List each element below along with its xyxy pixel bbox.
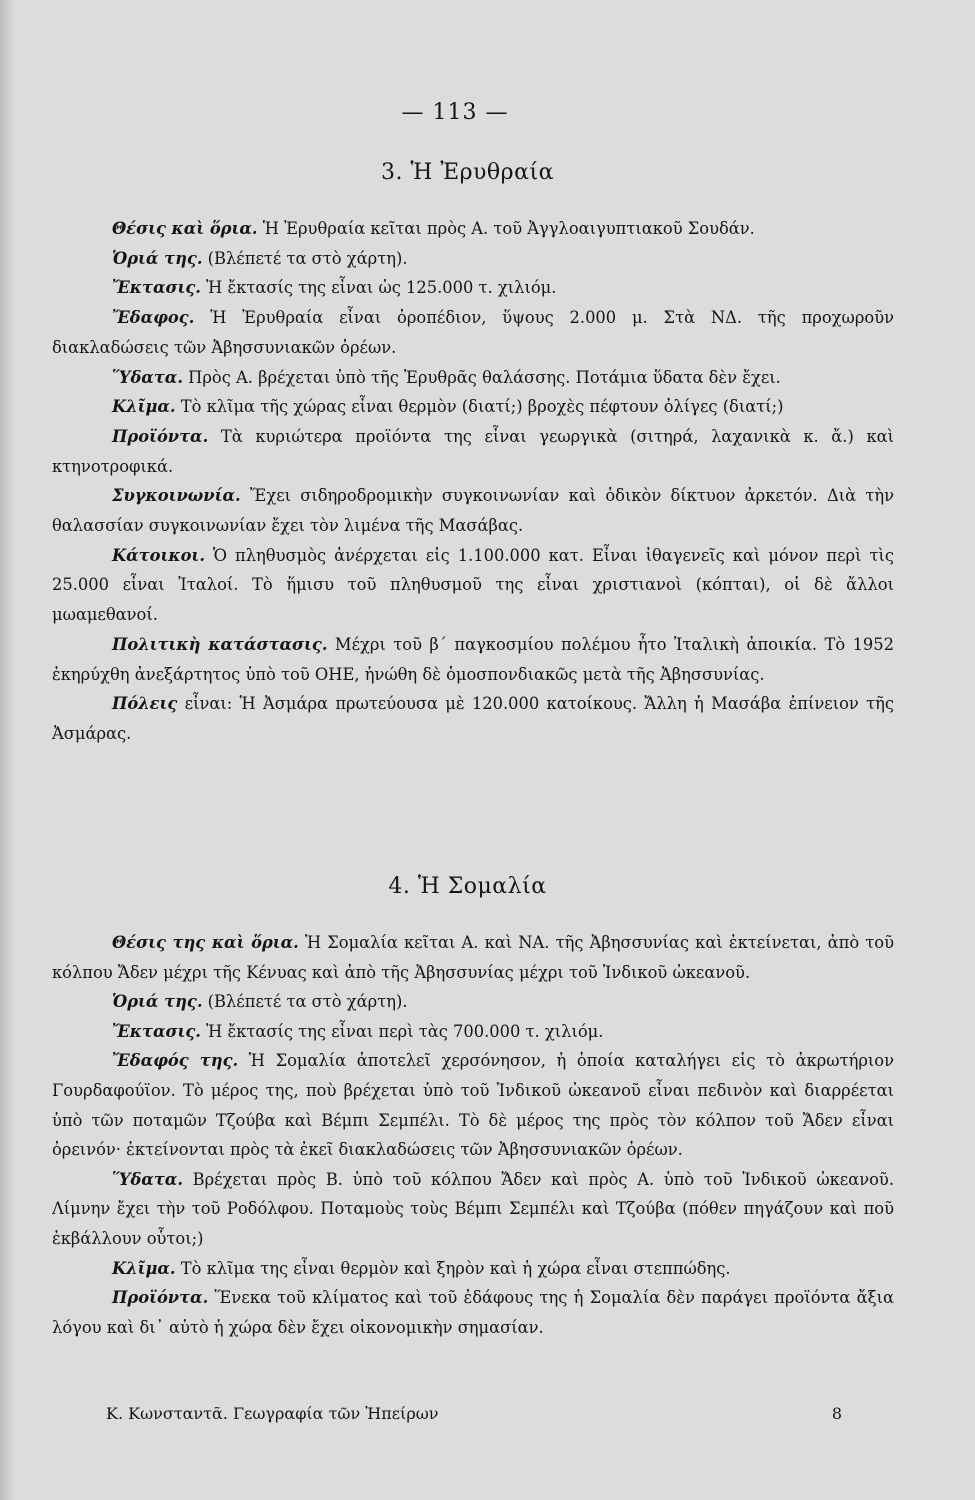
paragraph-term: Κλῖμα. [112, 1258, 176, 1278]
section-heading-eritrea: 3. Ἡ Ἐρυθραία [381, 160, 554, 185]
paragraph-term: Ἔδαφος. [112, 308, 195, 328]
paragraph [52, 303, 894, 362]
paragraph-text: Ἕνεκα τοῦ κλίματος καὶ τοῦ ἐδάφους της ἡ Σομαλία δὲν παράγει προϊόντα ἄξια λόγου καὶ δι᾽ αὐτὸ ἡ χώρα δὲν ἔχει οἰκονομικὴν σημασίαν. [52, 1288, 894, 1337]
paragraph-term: Πολιτικὴ κατάστασις. [112, 634, 328, 654]
paragraph-text: Ἡ ἔκτασίς της εἶναι περὶ τὰς 700.000 τ. χιλιόμ. [200, 1021, 604, 1041]
paragraph-text: Ἡ Σομαλία κεῖται Α. καὶ ΝΑ. τῆς Ἀβησσυνίας καὶ ἐκτείνεται, ἀπὸ τοῦ κόλπου Ἄδεν μέχρι τῆς Κένυας καὶ ἀπὸ τῆς Ἀβησσυνίας μέχρι τοῦ Ἰνδικοῦ ὠκεανοῦ. [52, 933, 894, 982]
paragraph-text: Τὰ κυριώτερα προϊόντα της εἶναι γεωργικὰ (σιτηρά, λαχανικὰ κ. ἄ.) καὶ κτηνοτροφικά. [52, 426, 894, 476]
paragraph-term: Θέσις της καὶ ὅρια. [112, 933, 299, 952]
page-number: — 113 — [401, 100, 509, 125]
page-footer [106, 1404, 842, 1423]
paragraph [52, 273, 894, 303]
paragraph [52, 541, 894, 630]
paragraph-text: Τὸ κλῖμα τῆς χώρας εἶναι θερμὸν (διατί;) βροχὲς πέφτουν ὀλίγες (διατί;) [175, 397, 784, 417]
paragraph [52, 392, 894, 422]
paragraph-term: Συγκοινωνία. [112, 486, 241, 506]
paragraph-text: Ἡ ἔκτασίς της εἶναι ὡς 125.000 τ. χιλιόμ. [200, 278, 557, 298]
paragraph-text: (Βλέπετέ τα στὸ χάρτη). [202, 992, 408, 1012]
paragraph [52, 987, 894, 1017]
paragraph-term: Κλῖμα. [112, 397, 176, 417]
paragraph [52, 1254, 894, 1284]
paragraph [52, 1165, 894, 1254]
paragraph-text: Πρὸς Α. βρέχεται ὑπὸ τῆς Ἐρυθρᾶς θαλάσσης. Ποτάμια ὕδατα δὲν ἔχει. [182, 367, 781, 387]
paragraph-term: Ἔδαφός της. [112, 1051, 239, 1071]
paragraph [52, 928, 894, 987]
paragraph [52, 214, 894, 244]
paragraph [52, 630, 894, 689]
paragraph-text: Ὁ πληθυσμὸς ἀνέρχεται εἰς 1.100.000 κατ. Εἶναι ἰθαγενεῖς καὶ μόνον περὶ τὶς 25.000 εἶναι Ἰταλοί. Τὸ ἥμισυ τοῦ πληθυσμοῦ της εἶναι χριστιανοὶ (κόπται), οἱ δὲ ἄλλοι μωαμεθανοί. [52, 545, 894, 625]
paragraph-term: Ὁριά της. [112, 248, 203, 268]
paragraph-term: Προϊόντα. [112, 1288, 209, 1308]
section-heading-somalia: 4. Ἡ Σομαλία [388, 874, 547, 899]
paragraph [52, 1283, 894, 1342]
paragraph [52, 244, 894, 274]
section-body-somalia [52, 928, 894, 1342]
paragraph-text: Ἡ Ἐρυθραία εἶναι ὀροπέδιον, ὕψους 2.000 μ. Στὰ ΝΔ. τῆς προχωροῦν διακλαδώσεις τῶν Ἀβησσυνιακῶν ὀρέων. [52, 308, 894, 357]
paragraph-term: Ἔκτασις. [112, 278, 201, 298]
paragraph-text: Μέχρι τοῦ β΄ παγκοσμίου πολέμου ἦτο Ἰταλικὴ ἀποικία. Τὸ 1952 ἐκηρύχθη ἀνεξάρτητος ὑπὸ τοῦ ΟΗΕ, ἡνώθη δὲ ὁμοσπονδιακῶς μετὰ τῆς Ἀβησσυνίας. [52, 634, 895, 684]
paragraph-term: Ἔκτασις. [112, 1021, 201, 1041]
paragraph-term: Ὁριά της. [112, 992, 203, 1012]
paragraph-text: (Βλέπετέ τα στὸ χάρτη). [202, 248, 408, 268]
paragraph-term: Ὕδατα. [112, 367, 183, 387]
paragraph [52, 481, 894, 540]
footer-signature-number: 8 [831, 1404, 842, 1423]
paragraph-term: Προϊόντα. [112, 426, 209, 446]
footer-book-title: Κ. Κωνσταντᾶ. Γεωγραφία τῶν Ἠπείρων [106, 1404, 439, 1423]
paragraph-term: Κάτοικοι. [112, 545, 205, 565]
paragraph-term: Πόλεις [112, 694, 178, 714]
paragraph-text: Ἔχει σιδηροδρομικὴν συγκοινωνίαν καὶ ὁδικὸν δίκτυον ἀρκετόν. Διὰ τὴν θαλασσίαν συγκοινωνίαν ἔχει τὸν λιμένα τῆς Μασάβας. [52, 486, 894, 536]
paragraph-text: Τὸ κλῖμα της εἶναι θερμὸν καὶ ξηρὸν καὶ ἡ χώρα εἶναι στεππώδης. [175, 1258, 731, 1278]
paragraph-text: Βρέχεται πρὸς Β. ὑπὸ τοῦ κόλπου Ἄδεν καὶ πρὸς Α. ὑπὸ τοῦ Ἰνδικοῦ ὠκεανοῦ. Λίμνην ἔχει τὴν τοῦ Ροδόλφου. Ποταμοὺς τοὺς Βέμπι Σεμπέλι καὶ Τζούβα (πόθεν πηγάζουν καὶ ποῦ ἐκβάλλουν οὗτοι;) [52, 1169, 894, 1248]
paragraph-term: Θέσις καὶ ὅρια. [112, 219, 258, 238]
paragraph-text: Ἡ Σομαλία ἀποτελεῖ χερσόνησον, ἡ ὁποία καταλήγει εἰς τὸ ἀκρωτήριον Γουρδαφούϊον. Τὸ μέρος της, ποὺ βρέχεται ὑπὸ τοῦ Ἰνδικοῦ ὠκεανοῦ εἶναι πεδινὸν καὶ διαρρέεται ὑπὸ τῶν ποταμῶν Τζούβα καὶ Βέμπι Σεμπέλι. Τὸ δὲ μέρος της πρὸς τὸν κόλπον τοῦ Ἄδεν εἶναι ὀρεινόν· ἐκτείνονται πρὸς τὰ ἐκεῖ διακλαδώσεις τῶν Ἀβησσυνιακῶν ὀρέων. [52, 1051, 895, 1160]
paragraph-term: Ὕδατα. [112, 1169, 183, 1189]
paragraph [52, 422, 894, 481]
paragraph-text: Ἡ Ἐρυθραία κεῖται πρὸς Α. τοῦ Ἀγγλοαιγυπτιακοῦ Σουδάν. [257, 219, 755, 238]
paragraph [52, 363, 894, 393]
paragraph-text: εἶναι: Ἡ Ἀσμάρα πρωτεύουσα μὲ 120.000 κατοίκους. Ἄλλη ἡ Μασάβα ἐπίνειον τῆς Ἀσμάρας. [52, 694, 894, 743]
paragraph [52, 1017, 894, 1047]
section-body-eritrea [52, 214, 894, 749]
paragraph [52, 689, 894, 748]
paragraph [52, 1046, 894, 1164]
